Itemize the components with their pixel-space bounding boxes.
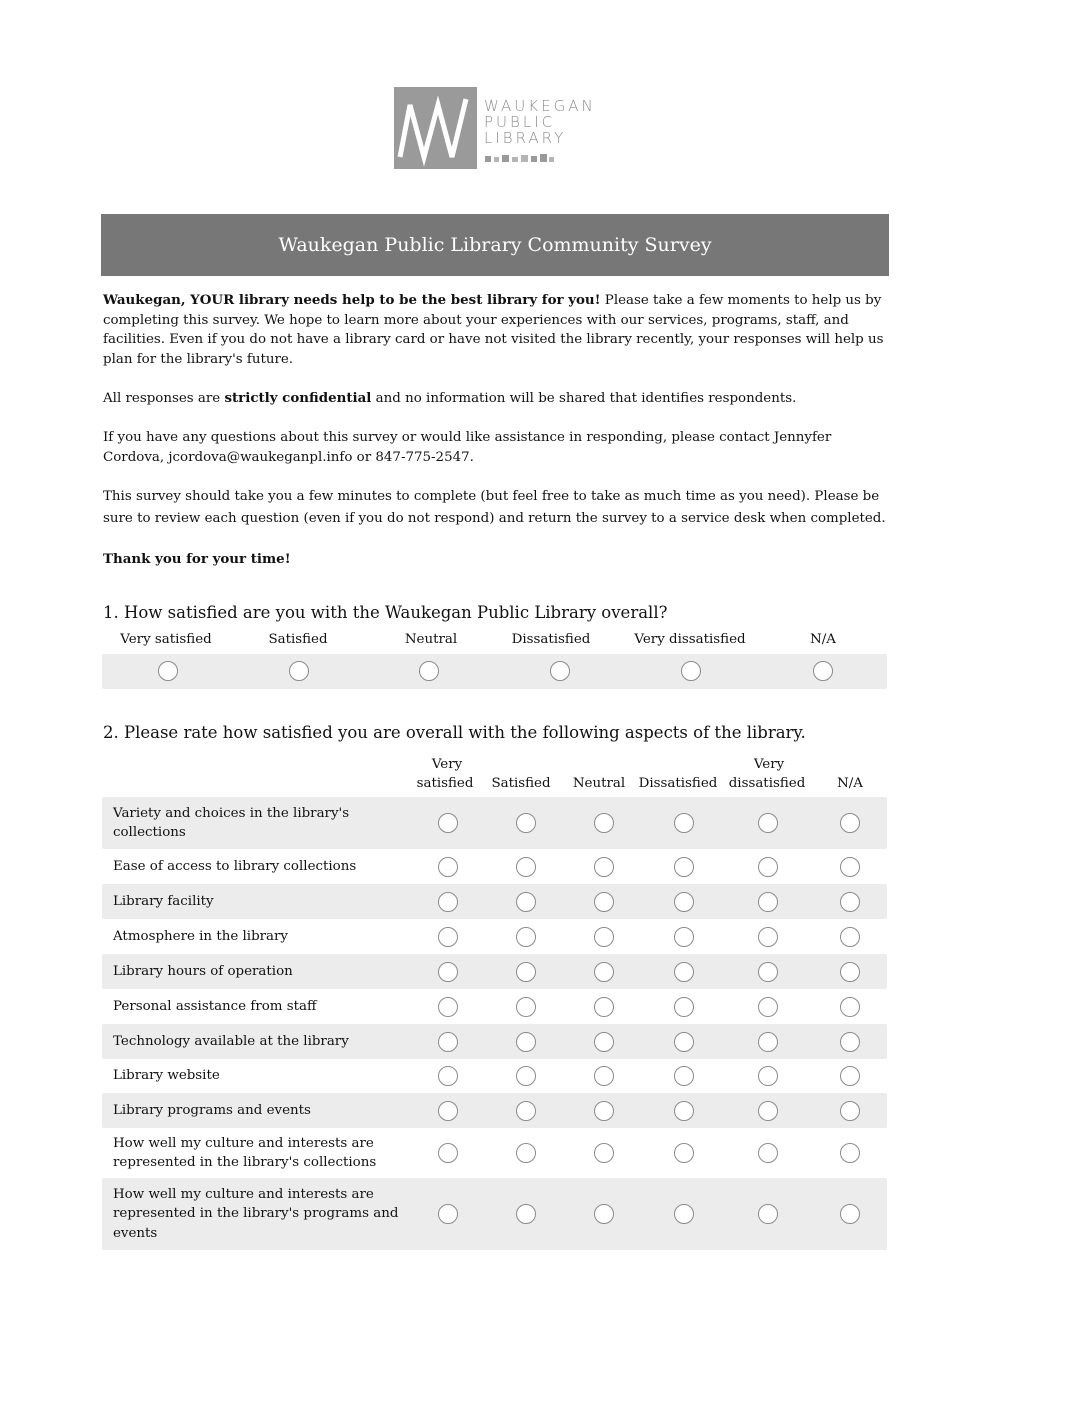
- q2-header-very-satisfied-line1: Very: [431, 757, 463, 772]
- q2-radio-dissatisfied[interactable]: [674, 1101, 694, 1121]
- row-label: Personal assistance from staff: [113, 998, 317, 1014]
- q2-radio-neutral[interactable]: [594, 1101, 614, 1121]
- q2-radio-neutral[interactable]: [594, 1204, 614, 1224]
- q2-radio-neutral[interactable]: [594, 1066, 614, 1086]
- q2-radio-dissatisfied[interactable]: [674, 1066, 694, 1086]
- table-row: [102, 1093, 887, 1128]
- q1-label-satisfied: Satisfied: [268, 632, 328, 647]
- table-row: [102, 954, 887, 989]
- q2-radio-dissatisfied[interactable]: [674, 1143, 694, 1163]
- table-row: [102, 1178, 887, 1250]
- q2-radio-neutral[interactable]: [594, 813, 614, 833]
- question-1-option-labels: [102, 632, 887, 652]
- row-label: How well my culture and interests are represented in the library's collections: [113, 1135, 377, 1170]
- row-label: Atmosphere in the library: [113, 928, 288, 944]
- q2-radio-neutral[interactable]: [594, 1032, 614, 1052]
- q2-radio-na[interactable]: [840, 1101, 860, 1121]
- q2-radio-satisfied[interactable]: [516, 997, 536, 1017]
- row-label: Library programs and events: [113, 1102, 311, 1118]
- q1-radio-satisfied[interactable]: [289, 661, 309, 681]
- q2-header-na: N/A: [837, 776, 863, 791]
- table-row: [102, 989, 887, 1024]
- q1-label-neutral: Neutral: [404, 632, 458, 647]
- row-label: Variety and choices in the library's collections: [113, 805, 350, 840]
- q2-radio-neutral[interactable]: [594, 857, 614, 877]
- table-row: [102, 884, 887, 919]
- q2-radio-na[interactable]: [840, 1204, 860, 1224]
- q1-radio-very-dissatisfied[interactable]: [681, 661, 701, 681]
- q2-radio-na[interactable]: [840, 1032, 860, 1052]
- q2-radio-very-dissatisfied[interactable]: [758, 997, 778, 1017]
- q2-radio-dissatisfied[interactable]: [674, 892, 694, 912]
- q2-radio-satisfied[interactable]: [516, 857, 536, 877]
- q2-radio-satisfied[interactable]: [516, 927, 536, 947]
- q2-radio-very-satisfied[interactable]: [438, 1143, 458, 1163]
- q2-radio-very-dissatisfied[interactable]: [758, 1204, 778, 1224]
- q1-radio-na[interactable]: [813, 661, 833, 681]
- q2-radio-satisfied[interactable]: [516, 962, 536, 982]
- q2-radio-dissatisfied[interactable]: [674, 1032, 694, 1052]
- row-label: Technology available at the library: [113, 1033, 349, 1049]
- q2-radio-very-satisfied[interactable]: [438, 962, 458, 982]
- q2-radio-very-dissatisfied[interactable]: [758, 1143, 778, 1163]
- q2-radio-na[interactable]: [840, 813, 860, 833]
- table-row: [102, 1059, 887, 1093]
- intro-p2-end: and no information will be shared that identifies respondents.: [371, 391, 797, 406]
- q2-header-very-dissatisfied-line1: Very: [753, 757, 785, 772]
- q2-radio-very-satisfied[interactable]: [438, 1032, 458, 1052]
- q2-radio-na[interactable]: [840, 892, 860, 912]
- question-1-radio-row: [102, 654, 887, 689]
- q1-label-dissatisfied: Dissatisfied: [511, 632, 591, 647]
- intro-paragraph-3: If you have any questions about this survey or would like assistance in responding, please contact Jennyfer Cordova, jcordova@waukeganpl.info or 847-775-2547.: [103, 430, 832, 465]
- q2-radio-neutral[interactable]: [594, 1143, 614, 1163]
- row-label: Library website: [113, 1068, 220, 1084]
- table-row: [102, 1024, 887, 1059]
- page-title: Waukegan Public Library Community Survey: [278, 234, 712, 256]
- logo-wordmark: WAUKEGAN PUBLIC LIBRARY: [484, 97, 596, 147]
- q2-radio-dissatisfied[interactable]: [674, 962, 694, 982]
- intro-paragraph-2: [103, 389, 888, 409]
- q2-radio-neutral[interactable]: [594, 892, 614, 912]
- table-row: [102, 797, 887, 849]
- logo-pixel-dots: [485, 153, 565, 162]
- row-label: How well my culture and interests are represented in the library's programs and events: [113, 1186, 399, 1241]
- row-label: Library facility: [113, 893, 214, 909]
- q1-label-very-satisfied: Very satisfied: [120, 632, 212, 647]
- q2-radio-very-satisfied[interactable]: [438, 1204, 458, 1224]
- q2-radio-dissatisfied[interactable]: [674, 997, 694, 1017]
- library-logo: [394, 87, 604, 171]
- q2-radio-very-satisfied[interactable]: [438, 857, 458, 877]
- q2-header-very-satisfied-line2: satisfied: [416, 776, 474, 791]
- q2-header-very-dissatisfied-line2: dissatisfied: [728, 776, 806, 791]
- q2-radio-very-dissatisfied[interactable]: [758, 962, 778, 982]
- q2-radio-neutral[interactable]: [594, 997, 614, 1017]
- q2-radio-dissatisfied[interactable]: [674, 1204, 694, 1224]
- q2-radio-neutral[interactable]: [594, 927, 614, 947]
- q2-radio-very-dissatisfied[interactable]: [758, 892, 778, 912]
- table-row: [102, 919, 887, 954]
- intro-paragraph-1: [103, 291, 888, 369]
- thank-you-text: Thank you for your time!: [103, 551, 291, 567]
- q2-radio-very-dissatisfied[interactable]: [758, 927, 778, 947]
- question-1-title: 1. How satisfied are you with the Waukegan Public Library overall?: [103, 603, 668, 622]
- q2-radio-satisfied[interactable]: [516, 1143, 536, 1163]
- q1-radio-dissatisfied[interactable]: [550, 661, 570, 681]
- q2-radio-neutral[interactable]: [594, 962, 614, 982]
- q2-radio-very-satisfied[interactable]: [438, 1066, 458, 1086]
- q2-radio-na[interactable]: [840, 962, 860, 982]
- intro-p2-start: All responses are: [103, 391, 225, 406]
- q2-radio-satisfied[interactable]: [516, 1066, 536, 1086]
- intro-paragraph-1-text: Please take a few moments to help us by completing this survey. We hope to learn more about your experiences with our services, programs, staff, and facilities. Even if you do not have a library card or have not visited the library recently, your responses will help us plan for the library's future.: [103, 293, 884, 367]
- q1-radio-very-satisfied[interactable]: [158, 661, 178, 681]
- q2-radio-very-satisfied[interactable]: [438, 892, 458, 912]
- q2-radio-na[interactable]: [840, 1066, 860, 1086]
- q2-radio-very-satisfied[interactable]: [438, 813, 458, 833]
- q2-radio-na[interactable]: [840, 1143, 860, 1163]
- question-2-column-headers: [102, 755, 887, 795]
- q2-radio-na[interactable]: [840, 927, 860, 947]
- q2-radio-very-dissatisfied[interactable]: [758, 1066, 778, 1086]
- row-label: Ease of access to library collections: [113, 858, 357, 874]
- row-label: Library hours of operation: [113, 963, 293, 979]
- q2-radio-satisfied[interactable]: [516, 892, 536, 912]
- q2-header-satisfied: Satisfied: [491, 776, 551, 791]
- q2-radio-very-dissatisfied[interactable]: [758, 1101, 778, 1121]
- q2-radio-dissatisfied[interactable]: [674, 927, 694, 947]
- q1-radio-neutral[interactable]: [419, 661, 439, 681]
- q2-radio-very-satisfied[interactable]: [438, 997, 458, 1017]
- table-row: [102, 849, 887, 884]
- q2-radio-satisfied[interactable]: [516, 1101, 536, 1121]
- q2-radio-na[interactable]: [840, 857, 860, 877]
- q2-radio-very-satisfied[interactable]: [438, 927, 458, 947]
- q2-radio-satisfied[interactable]: [516, 813, 536, 833]
- q1-label-na: N/A: [810, 632, 836, 647]
- q2-radio-very-satisfied[interactable]: [438, 1101, 458, 1121]
- q2-header-dissatisfied: Dissatisfied: [638, 776, 718, 791]
- q2-radio-very-dissatisfied[interactable]: [758, 857, 778, 877]
- q2-radio-dissatisfied[interactable]: [674, 857, 694, 877]
- intro-p2-bold: strictly confidential: [224, 390, 372, 406]
- intro-bold-lead: Waukegan, YOUR library needs help to be the best library for you!: [103, 292, 601, 308]
- question-2-title: 2. Please rate how satisfied you are overall with the following aspects of the library.: [103, 723, 806, 742]
- q2-header-neutral: Neutral: [572, 776, 626, 791]
- intro-paragraph-4: This survey should take you a few minutes to complete (but feel free to take as much time as you need). Please be sure to review each question (even if you do not respond) and return the survey to a service desk when completed.: [103, 489, 886, 526]
- q2-radio-satisfied[interactable]: [516, 1032, 536, 1052]
- q2-radio-na[interactable]: [840, 997, 860, 1017]
- table-row: [102, 1128, 887, 1178]
- q2-radio-satisfied[interactable]: [516, 1204, 536, 1224]
- q2-radio-dissatisfied[interactable]: [674, 813, 694, 833]
- q2-radio-very-dissatisfied[interactable]: [758, 1032, 778, 1052]
- q2-radio-very-dissatisfied[interactable]: [758, 813, 778, 833]
- w-logo-mark-icon: [394, 87, 477, 169]
- survey-title-banner: [101, 214, 889, 276]
- q1-label-very-dissatisfied: Very dissatisfied: [634, 632, 746, 647]
